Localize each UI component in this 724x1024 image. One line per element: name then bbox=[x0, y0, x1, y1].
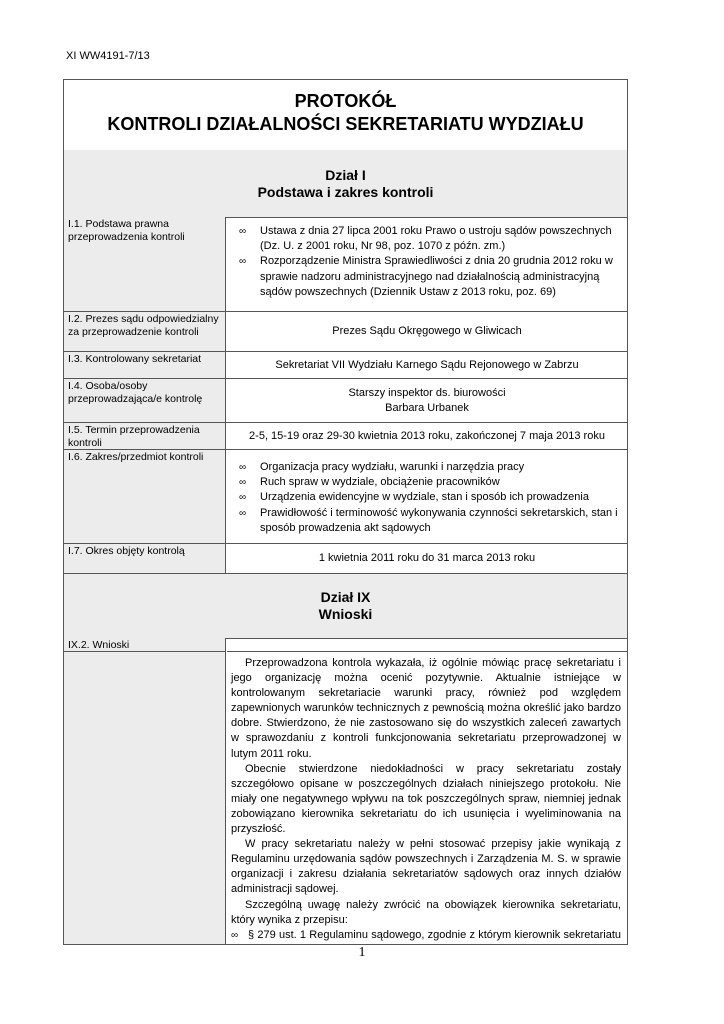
list-item: ∞ Urządzenia ewidencyjne w wydziale, stan i sposób ich prowadzenia bbox=[239, 490, 621, 505]
row-value bbox=[227, 544, 627, 573]
list-item: ∞ Organizacja pracy wydziału, warunki i narzędzia pracy bbox=[239, 460, 621, 475]
conclusions-label: IX.2. Wnioski bbox=[64, 638, 226, 945]
title-line-2: KONTROLI DZIAŁALNOŚCI SEKRETARIATU WYDZIAŁU bbox=[107, 114, 584, 134]
paragraph: Szczególną uwagę należy zwrócić na obowiązek kierownika sekretariatu, który wynika z przepisu: bbox=[231, 898, 621, 926]
row-value-text: Prezes Sądu Okręgowego w Gliwicach bbox=[332, 325, 522, 337]
divider bbox=[64, 651, 226, 652]
section-9-heading: Dział IX bbox=[320, 589, 371, 605]
infinity-bullet-icon: ∞ bbox=[239, 462, 247, 473]
section-9-subheading: Wnioski bbox=[318, 606, 373, 622]
infinity-bullet-icon: ∞ bbox=[231, 929, 239, 941]
row-value-text: 1 kwietnia 2011 roku do 31 marca 2013 roku bbox=[318, 552, 536, 564]
row-value bbox=[227, 379, 627, 422]
section-1-header bbox=[64, 150, 627, 218]
paragraph: Przeprowadzona kontrola wykazała, iż ogólnie mówiąc pracę sekretariatu i jego organizację można ocenić pozytywnie. Aktualnie istniejące w kontrolowanym sekretariacie warunki pracy, również pod względem zapewnionych warunków technicznych z pewnością można określić jako bardzo dobre. Stwierdzono, że nie zastosowano się do wszystkich zaleceń zawartych w sprawozdaniu z kontroli funkcjonowania sekretariatu przeprowadzonej w lutym 2011 roku. bbox=[231, 657, 621, 760]
section-1-heading: Dział I bbox=[325, 167, 366, 183]
row-inspection-dates bbox=[64, 423, 627, 450]
inspector-name: Barbara Urbanek bbox=[385, 401, 469, 414]
section-9-header bbox=[64, 574, 627, 639]
protocol-table bbox=[63, 79, 628, 945]
row-value bbox=[227, 217, 627, 311]
row-value bbox=[227, 312, 627, 351]
inspector-title: Starszy inspektor ds. biurowości bbox=[348, 386, 506, 399]
row-value-text: 2-5, 15-19 oraz 29-30 kwietnia 2013 roku, zakończonej 7 maja 2013 roku bbox=[249, 429, 605, 442]
title-line-1: PROTOKÓŁ bbox=[294, 91, 397, 111]
infinity-bullet-icon: ∞ bbox=[239, 226, 247, 237]
page-number: 1 bbox=[358, 945, 366, 960]
list-item: ∞ Ruch spraw w wydziale, obciążenie pracowników bbox=[239, 475, 621, 490]
row-scope bbox=[64, 450, 627, 544]
row-label: I.1. Podstawa prawna przeprowadzenia kontroli bbox=[64, 217, 226, 311]
list-item: ∞ Prawidłowość i terminowość wykonywania czynności sekretarskich, stan i sposób prowadzenia akt sądowych bbox=[239, 506, 618, 534]
list-item: ∞ Rozporządzenie Ministra Sprawiedliwości z dnia 20 grudnia 2012 roku w sprawie nadzoru administracyjnego nad działalnością administracyjną sądów powszechnych (Dziennik Ustaw z 2013 roku, poz. 69) bbox=[239, 255, 613, 298]
divider bbox=[227, 651, 627, 652]
row-value bbox=[227, 423, 627, 449]
document-reference: XI WW4191-7/13 bbox=[66, 50, 150, 62]
row-label: I.7. Okres objęty kontrolą bbox=[64, 544, 226, 573]
infinity-bullet-icon: ∞ bbox=[239, 492, 247, 504]
paragraph: Obecnie stwierdzone niedokładności w pracy sekretariatu zostały szczegółowo opisane w poszczególnych działach niniejszego protokołu. Nie miały one negatywnego wpływu na tok poszczególnych spraw, niemniej jednak zobowiązano kierownika sekretariatu do ich usunięcia i wyeliminowania na przyszłość. bbox=[231, 762, 621, 836]
section-1-subheading: Podstawa i zakres kontroli bbox=[257, 184, 434, 200]
row-value-text: Sekretariat VII Wydziału Karnego Sądu Rejonowego w Zabrzu bbox=[275, 358, 579, 371]
infinity-bullet-icon: ∞ bbox=[239, 507, 247, 519]
row-label: I.3. Kontrolowany sekretariat bbox=[64, 352, 226, 378]
row-legal-basis bbox=[64, 217, 627, 312]
infinity-bullet-icon: ∞ bbox=[239, 256, 247, 268]
row-label: I.4. Osoba/osoby przeprowadzająca/e kontrolę bbox=[64, 379, 226, 422]
paragraph: W pracy sekretariatu należy w pełni stosować przepisy jakie wynikają z Regulaminu urzędowania sądów powszechnych i Zarządzenia M. S. w sprawie organizacji i zakresu działania sekretariatów sądowych oraz innych działów administracji sądowej. bbox=[231, 838, 621, 896]
row-secretariat bbox=[64, 352, 627, 379]
list-item: ∞ § 279 ust. 1 Regulaminu sądowego, zgodnie z którym kierownik sekretariatu bbox=[231, 928, 621, 945]
conclusions-text bbox=[231, 656, 621, 945]
row-label: I.6. Zakres/przedmiot kontroli bbox=[64, 450, 226, 543]
infinity-bullet-icon: ∞ bbox=[239, 477, 247, 489]
list-item: ∞ Ustawa z dnia 27 lipca 2001 roku Prawo o ustroju sądów powszechnych (Dz. U. z 2001 roku, Nr 98, poz. 1070 z późn. zm.) bbox=[239, 225, 612, 253]
title-box bbox=[64, 80, 627, 151]
row-label: I.2. Prezes sądu odpowiedzialny za przeprowadzenie kontroli bbox=[64, 312, 226, 351]
row-value bbox=[227, 352, 627, 378]
row-value bbox=[227, 450, 627, 543]
row-period bbox=[64, 544, 627, 574]
row-label: I.5. Termin przeprowadzenia kontroli bbox=[64, 423, 226, 449]
row-court-president bbox=[64, 312, 627, 352]
row-inspector bbox=[64, 379, 627, 423]
